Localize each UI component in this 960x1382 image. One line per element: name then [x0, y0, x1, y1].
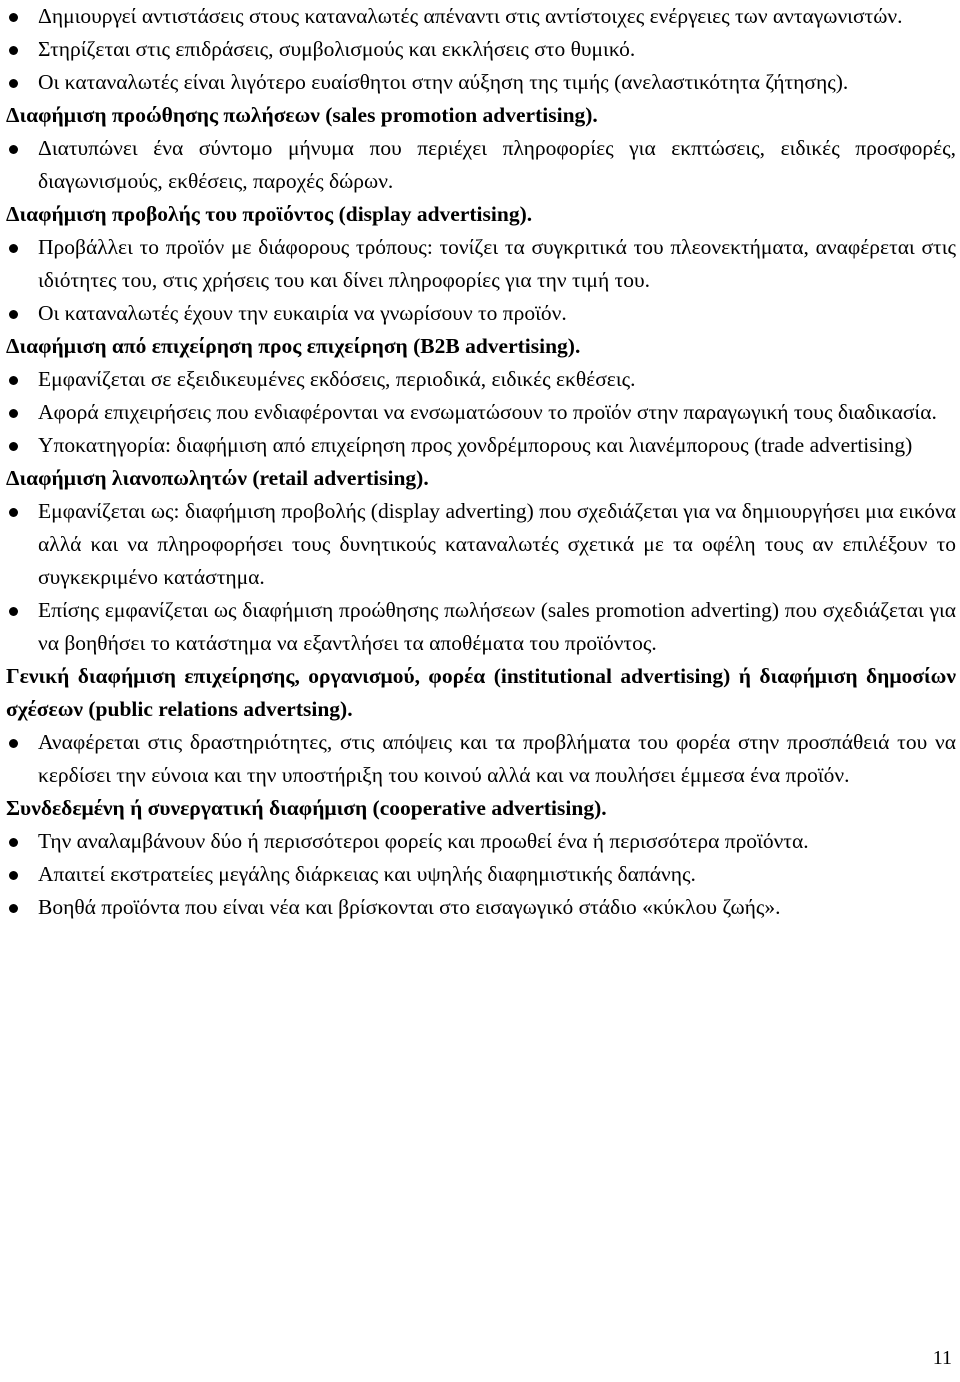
section-heading-text: Διαφήμιση προβολής του προϊόντος (display advertising).	[6, 202, 533, 226]
bullet-icon	[9, 310, 18, 319]
section-heading	[6, 198, 956, 231]
list-item-text: Επίσης εμφανίζεται ως διαφήμιση προώθησης πωλήσεων (sales promotion adverting) που σχεδιάζεται για να βοηθήσει το κατάστημα να εξαντλήσει τα αποθέματα του προϊόντος.	[38, 598, 956, 655]
bullet-icon	[9, 904, 18, 913]
list-item	[6, 297, 956, 330]
section-heading-text: Διαφήμιση λιανοπωλητών (retail advertising).	[6, 466, 429, 490]
bullet-icon	[9, 46, 18, 55]
bullet-icon	[9, 442, 18, 451]
list-item-text: Προβάλλει το προϊόν με διάφορους τρόπους: τονίζει τα συγκριτικά του πλεονεκτήματα, αναφέρεται στις ιδιότητες του, στις χρήσεις του και δίνει πληροφορίες για την τιμή του.	[38, 235, 956, 292]
list-item-text: Υποκατηγορία: διαφήμιση από επιχείρηση προς χονδρέμπορους και λιανέμπορους (trade advertising)	[38, 433, 913, 457]
list-item-text: Εμφανίζεται σε εξειδικευμένες εκδόσεις, περιοδικά, ειδικές εκθέσεις.	[38, 367, 636, 391]
list-item-text: Την αναλαμβάνουν δύο ή περισσότεροι φορείς και προωθεί ένα ή περισσότερα προϊόντα.	[38, 829, 809, 853]
list-item	[6, 363, 956, 396]
section-heading	[6, 792, 956, 825]
list-item	[6, 33, 956, 66]
list-item-text: Αναφέρεται στις δραστηριότητες, στις απόψεις και τα προβλήματα του φορέα στην προσπάθειά του να κερδίσει την εύνοια και την υποστήριξη του κοινού αλλά και να πουλήσει έμμεσα ένα προϊόν.	[38, 730, 956, 787]
bullet-icon	[9, 244, 18, 253]
list-item	[6, 726, 956, 792]
list-item	[6, 594, 956, 660]
list-item	[6, 132, 956, 198]
bullet-icon	[9, 13, 18, 22]
list-item	[6, 396, 956, 429]
section-heading-text: Διαφήμιση προώθησης πωλήσεων (sales promotion advertising).	[6, 103, 598, 127]
list-item	[6, 0, 956, 33]
bullet-icon	[9, 409, 18, 418]
list-item	[6, 495, 956, 594]
bullet-icon	[9, 508, 18, 517]
list-item-text: Διατυπώνει ένα σύντομο μήνυμα που περιέχει πληροφορίες για εκπτώσεις, ειδικές προσφορές, διαγωνισμούς, εκθέσεις, παροχές δώρων.	[38, 136, 956, 193]
bullet-icon	[9, 79, 18, 88]
section-heading	[6, 330, 956, 363]
bullet-icon	[9, 871, 18, 880]
list-item	[6, 231, 956, 297]
section-heading-text: Διαφήμιση από επιχείρηση προς επιχείρηση (B2B advertising).	[6, 334, 581, 358]
list-item-text: Στηρίζεται στις επιδράσεις, συμβολισμούς και εκκλήσεις στο θυμικό.	[38, 37, 636, 61]
section-heading-text: Συνδεδεμένη ή συνεργατική διαφήμιση (cooperative advertising).	[6, 796, 607, 820]
section-heading-text: Γενική διαφήμιση επιχείρησης, οργανισμού, φορέα (institutional advertising) ή διαφήμιση δημοσίων σχέσεων (public relations advertsing).	[6, 664, 956, 721]
list-item	[6, 858, 956, 891]
section-heading	[6, 660, 956, 726]
list-item-text: Αφορά επιχειρήσεις που ενδιαφέρονται να ενσωματώσουν το προϊόν στην παραγωγική τους διαδικασία.	[38, 400, 937, 424]
list-item-text: Οι καταναλωτές είναι λιγότερο ευαίσθητοι στην αύξηση της τιμής (ανελαστικότητα ζήτησης).	[38, 70, 849, 94]
list-item	[6, 891, 956, 924]
bullet-icon	[9, 376, 18, 385]
list-item	[6, 429, 956, 462]
bullet-icon	[9, 739, 18, 748]
bullet-icon	[9, 838, 18, 847]
section-heading	[6, 462, 956, 495]
list-item-text: Εμφανίζεται ως: διαφήμιση προβολής (display adverting) που σχεδιάζεται για να δημιουργήσει μια εικόνα αλλά και να πληροφορήσει τους δυνητικούς καταναλωτές σχετικά με τα οφέλη τους αν επιλέξουν το συγκεκριμένο κατάστημα.	[38, 499, 956, 589]
list-item-text: Δημιουργεί αντιστάσεις στους καταναλωτές απέναντι στις αντίστοιχες ενέργειες των ανταγωνιστών.	[38, 4, 903, 28]
bullet-icon	[9, 145, 18, 154]
bullet-icon	[9, 607, 18, 616]
list-item-text: Βοηθά προϊόντα που είναι νέα και βρίσκονται στο εισαγωγικό στάδιο «κύκλου ζωής».	[38, 895, 781, 919]
page-number: 11	[932, 1347, 952, 1369]
page-body	[6, 0, 956, 924]
section-heading	[6, 99, 956, 132]
list-item	[6, 66, 956, 99]
list-item	[6, 825, 956, 858]
list-item-text: Οι καταναλωτές έχουν την ευκαιρία να γνωρίσουν το προϊόν.	[38, 301, 567, 325]
list-item-text: Απαιτεί εκστρατείες μεγάλης διάρκειας και υψηλής διαφημιστικής δαπάνης.	[38, 862, 696, 886]
